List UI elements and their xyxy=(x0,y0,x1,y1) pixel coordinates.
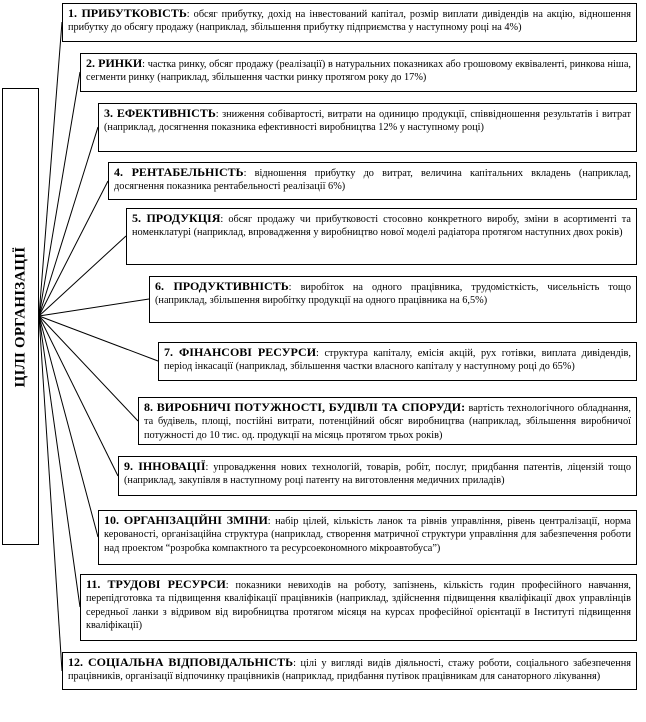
goal-title-1: 1. ПРИБУТКОВІСТЬ xyxy=(68,6,187,20)
goal-title-8: 8. ВИРОБНИЧІ ПОТУЖНОСТІ, БУДІВЛІ ТА СПОРУДИ: xyxy=(144,400,466,414)
connector-line-11 xyxy=(39,316,80,607)
goal-text-7: структура капіталу, емісія акцій, рух готівки, виплата дивідендів, період інкасації (наприклад, збільшення частки власного капіталу у наступному році до 65%) xyxy=(164,348,631,373)
goal-box-11: 11. ТРУДОВІ РЕСУРСИ: показники невиходів на роботу, запізнень, кількість годин професійного навчання, перепідготовка та підвищення кваліфікації працівників (наприклад, здійснення підвищення кваліфікації двох управлінців середньої ланки з відривом від виробництва протягом місяця на курсах професійної орієнтації в Інституті підвищення кваліфікації) xyxy=(80,574,637,641)
goal-text-9: упровадження нових технологій, товарів, робіт, послуг, придбання патентів, ліцензій тощо (наприклад, закупівля в наступному році патенту на виготовлення медичних приладів) xyxy=(124,462,631,487)
goal-title-11: 11. ТРУДОВІ РЕСУРСИ xyxy=(86,577,226,591)
connector-line-6 xyxy=(39,299,149,316)
goal-text-1: обсяг прибутку, дохід на інвестований капітал, розмір виплати дивідендів на акцію, відношення прибутку до обсягу продажу (наприклад, збільшення прибутку підприємства у наступному році на 4%) xyxy=(68,9,632,34)
goal-title-10: 10. ОРГАНІЗАЦІЙНІ ЗМІНИ xyxy=(104,513,268,527)
goal-title-12: 12. СОЦІАЛЬНА ВІДПОВІДАЛЬНІСТЬ xyxy=(68,655,294,669)
goal-title-2: 2. РИНКИ xyxy=(86,56,143,70)
goal-text-10: набір цілей, кількість ланок та рівнів управління, рівень централізації, норма керованості, організаційна структура (наприклад, створення матричної структури управління для забезпечення роботи над проектом “розробка компактного та ресурсоекономного мікроавтобуса”) xyxy=(104,516,631,554)
goal-box-4: 4. РЕНТАБЕЛЬНІСТЬ: відношення прибутку до витрат, величина капітальних вкладень (наприклад, досягнення показника рентабельності реалізації 6%) xyxy=(108,162,637,200)
goal-text-6: виробіток на одного працівника, трудомісткість, чисельність тощо (наприклад, збільшення виробітку продукції на одного працівника на 6,5%) xyxy=(155,282,631,307)
goal-title-4: 4. РЕНТАБЕЛЬНІСТЬ xyxy=(114,165,244,179)
central-goals-box xyxy=(2,88,39,545)
connector-line-1 xyxy=(39,22,62,316)
connector-line-4 xyxy=(39,181,108,316)
connector-line-8 xyxy=(39,316,138,421)
goal-box-7: 7. ФІНАНСОВІ РЕСУРСИ: структура капіталу, емісія акцій, рух готівки, виплата дивідендів, період інкасації (наприклад, збільшення частки власного капіталу у наступному році до 65%) xyxy=(158,342,637,381)
goal-box-8 xyxy=(138,397,637,445)
goal-box-3: 3. ЕФЕКТИВНІСТЬ: зниження собівартості, витрати на одиницю продукції, співвідношення результатів і витрат (наприклад, досягнення показника ефективності виробництва 12% у наступному році) xyxy=(98,103,637,152)
central-goals-label: ЦІЛІ ОРГАНІЗАЦІЇ xyxy=(12,246,28,387)
goal-box-12: 12. СОЦІАЛЬНА ВІДПОВІДАЛЬНІСТЬ: цілі у вигляді видів діяльності, стажу роботи, соціального забезпечення працівників, організації відпочинку працівників (наприклад, придбання путівок працівникам для санаторного лікування) xyxy=(62,652,637,690)
goal-title-6: 6. ПРОДУКТИВНІСТЬ xyxy=(155,279,289,293)
goal-text-11: показники невиходів на роботу, запізнень, кількість годин професійного навчання, перепідготовка та підвищення кваліфікації працівників (наприклад, здійснення підвищення кваліфікації двох управлінців середньої ланки з відривом від виробництва протягом місяця на курсах професійної орієнтації в Інституті підвищення кваліфікації) xyxy=(86,580,632,631)
goal-title-9: 9. ІННОВАЦІЇ xyxy=(124,459,206,473)
goal-text-12: цілі у вигляді видів діяльності, стажу роботи, соціального забезпечення працівників, організації відпочинку працівників (наприклад, придбання путівок працівникам для санаторного лікування) xyxy=(68,658,631,683)
connector-line-5 xyxy=(39,236,126,316)
connector-line-3 xyxy=(39,127,98,316)
goal-title-7: 7. ФІНАНСОВІ РЕСУРСИ xyxy=(164,345,317,359)
goal-box-6: 6. ПРОДУКТИВНІСТЬ: виробіток на одного працівника, трудомісткість, чисельність тощо (наприклад, збільшення виробітку продукції на одного працівника на 6,5%) xyxy=(149,276,637,323)
goal-text-5: обсяг продажу чи прибутковості стосовно конкретного виробу, зміни в асортименті та номенклатурі (наприклад, впровадження у виробництво нової моделі радіатора протягом наступних двох років) xyxy=(132,214,631,239)
connector-line-9 xyxy=(39,316,118,476)
connector-line-12 xyxy=(39,316,62,671)
goal-box-10: 10. ОРГАНІЗАЦІЙНІ ЗМІНИ: набір цілей, кількість ланок та рівнів управління, рівень централізації, норма керованості, організаційна структура (наприклад, створення матричної структури управління для забезпечення роботи над проектом “розробка компактного та ресурсоекономного мікроавтобуса”) xyxy=(98,510,637,565)
goal-title-5: 5. ПРОДУКЦІЯ xyxy=(132,211,221,225)
goal-box-9: 9. ІННОВАЦІЇ: упровадження нових технологій, товарів, робіт, послуг, придбання патентів, ліцензій тощо (наприклад, закупівля в наступному році патенту на виготовлення медичних приладів) xyxy=(118,456,637,496)
goal-box-1: 1. ПРИБУТКОВІСТЬ: обсяг прибутку, дохід на інвестований капітал, розмір виплати дивідендів на акцію, відношення прибутку до обсягу продажу (наприклад, збільшення прибутку підприємства у наступному році на 4%) xyxy=(62,3,637,42)
goal-text-2: частка ринку, обсяг продажу (реалізації) в натуральних показниках або грошовому еквіваленті, ринкова ніша, сегменти ринку (наприклад, збільшення частки ринку протягом року до 17%) xyxy=(86,59,631,84)
goal-title-3: 3. ЕФЕКТИВНІСТЬ xyxy=(104,106,216,120)
goal-box-5: 5. ПРОДУКЦІЯ: обсяг продажу чи прибутковості стосовно конкретного виробу, зміни в асортименті та номенклатурі (наприклад, впровадження у виробництво нової моделі радіатора протягом наступних двох років) xyxy=(126,208,637,265)
goal-text-8: вартість технологічного обладнання, та будівель, площі, постійні витрати, потенційний обсяг виробництва (наприклад, збільшення виробничої потужності до 10 тис. од. продукції на місяць протягом трьох років) xyxy=(144,403,631,441)
connector-line-7 xyxy=(39,316,158,361)
goal-text-4: відношення прибутку до витрат, величина капітальних вкладень (наприклад, досягнення показника рентабельності реалізації 6%) xyxy=(114,168,631,193)
connector-line-10 xyxy=(39,316,98,537)
goal-text-3: зниження собівартості, витрати на одиницю продукції, співвідношення результатів і витрат (наприклад, досягнення показника ефективності виробництва 12% у наступному році) xyxy=(104,109,632,134)
connector-line-2 xyxy=(39,72,80,316)
goal-box-2: 2. РИНКИ: частка ринку, обсяг продажу (реалізації) в натуральних показниках або грошовому еквіваленті, ринкова ніша, сегменти ринку (наприклад, збільшення частки ринку протягом року до 17%) xyxy=(80,53,637,92)
